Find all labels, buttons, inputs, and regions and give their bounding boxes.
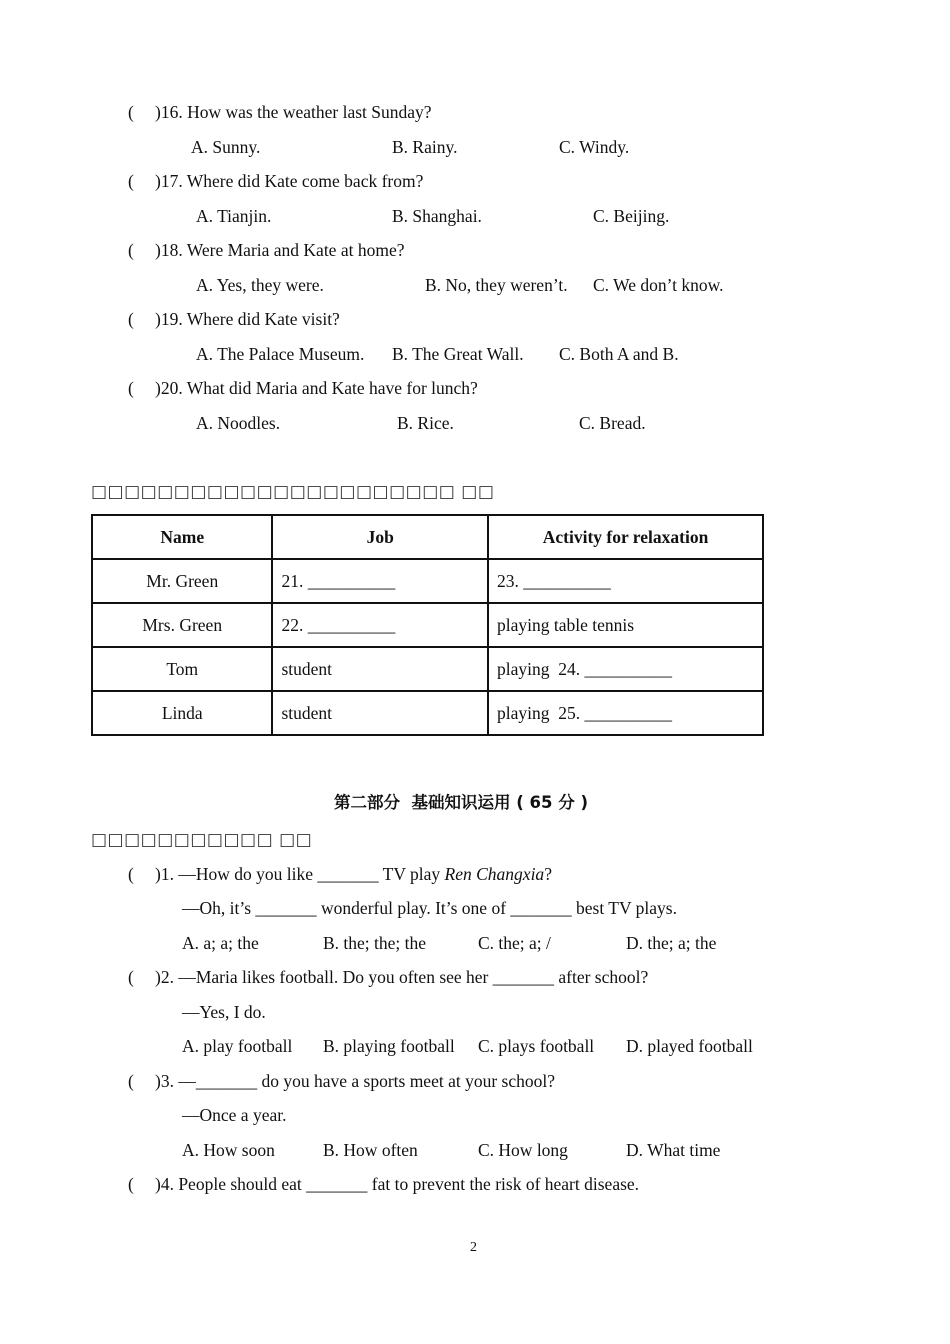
option-a: A. The Palace Museum. — [196, 344, 365, 364]
option-c: C. Bread. — [579, 413, 646, 433]
answer-paren[interactable]: ( — [128, 378, 134, 398]
option-c: C. Windy. — [559, 137, 630, 157]
table-row — [92, 647, 763, 691]
option-a: A. Sunny. — [191, 137, 261, 157]
option-d: D. the; a; the — [626, 933, 717, 953]
part-two-title: 第二部分 基础知识运用 ( 65 分 ) — [334, 793, 589, 812]
option-b: B. No, they weren’t. — [425, 275, 568, 295]
answer-paren[interactable]: ( — [128, 309, 134, 329]
cell-activity-blank-23[interactable]: 23. __________ — [488, 559, 763, 603]
option-b: B. playing football — [323, 1036, 455, 1056]
table-row — [92, 691, 763, 735]
answer-line: —Once a year. — [182, 1105, 287, 1125]
option-b: B. The Great Wall. — [392, 344, 524, 364]
option-a: A. play football — [182, 1036, 293, 1056]
option-a: A. a; a; the — [182, 933, 259, 953]
page-number: 2 — [470, 1240, 477, 1255]
cell-activity: playing table tennis — [488, 603, 763, 647]
question-text: )16. How was the weather last Sunday? — [155, 102, 432, 122]
answer-paren[interactable]: ( — [128, 1174, 134, 1194]
cell-job: student — [272, 691, 488, 735]
question-text: )17. Where did Kate come back from? — [155, 171, 424, 191]
section-header-listening-table: □□□□□□□□□□□□□□□□□□□□□□ □□ — [91, 482, 495, 502]
tv-play-title: Ren Changxia — [444, 864, 545, 884]
header-name: Name — [92, 515, 272, 559]
option-d: D. What time — [626, 1140, 721, 1160]
answer-paren[interactable]: ( — [128, 864, 134, 884]
cell-name: Linda — [92, 691, 272, 735]
option-c: C. plays football — [478, 1036, 595, 1056]
option-d: D. played football — [626, 1036, 753, 1056]
question-text: )19. Where did Kate visit? — [155, 309, 340, 329]
table-header-row — [92, 515, 763, 559]
cell-name: Tom — [92, 647, 272, 691]
answer-paren[interactable]: ( — [128, 967, 134, 987]
option-b: B. Shanghai. — [392, 206, 482, 226]
question-text: )2. —Maria likes football. Do you often see her _______ after school? — [155, 967, 649, 987]
question-text: )4. People should eat _______ fat to prevent the risk of heart disease. — [155, 1174, 640, 1194]
relaxation-table — [91, 514, 764, 736]
cell-activity-blank-24[interactable]: playing 24. __________ — [488, 647, 763, 691]
answer-paren[interactable]: ( — [128, 240, 134, 260]
option-b: B. Rice. — [397, 413, 454, 433]
answer-paren[interactable]: ( — [128, 102, 134, 122]
option-b: B. the; the; the — [323, 933, 427, 953]
question-text: )3. —_______ do you have a sports meet at your school? — [155, 1071, 555, 1091]
option-c: C. Beijing. — [593, 206, 670, 226]
option-c: C. the; a; / — [478, 933, 551, 953]
cell-activity-blank-25[interactable]: playing 25. __________ — [488, 691, 763, 735]
section-header-grammar: □□□□□□□□□□□ □□ — [91, 830, 313, 850]
cell-job-blank-22[interactable]: 22. __________ — [272, 603, 488, 647]
cell-name: Mrs. Green — [92, 603, 272, 647]
question-text: )1. —How do you like _______ TV play Ren Changxia? — [155, 864, 552, 884]
answer-line: —Oh, it’s _______ wonderful play. It’s one of _______ best TV plays. — [182, 898, 677, 918]
header-activity: Activity for relaxation — [488, 515, 763, 559]
answer-line: —Yes, I do. — [182, 1002, 266, 1022]
option-c: C. We don’t know. — [593, 275, 724, 295]
question-text: )20. What did Maria and Kate have for lunch? — [155, 378, 478, 398]
option-c: C. How long — [478, 1140, 568, 1160]
option-a: A. Noodles. — [196, 413, 281, 433]
cell-job: student — [272, 647, 488, 691]
answer-paren[interactable]: ( — [128, 171, 134, 191]
table-row — [92, 603, 763, 647]
cell-name: Mr. Green — [92, 559, 272, 603]
option-a: A. Yes, they were. — [196, 275, 324, 295]
option-b: B. How often — [323, 1140, 418, 1160]
header-job: Job — [272, 515, 488, 559]
option-a: A. How soon — [182, 1140, 275, 1160]
option-a: A. Tianjin. — [196, 206, 272, 226]
cell-job-blank-21[interactable]: 21. __________ — [272, 559, 488, 603]
table-row — [92, 559, 763, 603]
option-c: C. Both A and B. — [559, 344, 679, 364]
answer-paren[interactable]: ( — [128, 1071, 134, 1091]
question-text: )18. Were Maria and Kate at home? — [155, 240, 405, 260]
option-b: B. Rainy. — [392, 137, 458, 157]
